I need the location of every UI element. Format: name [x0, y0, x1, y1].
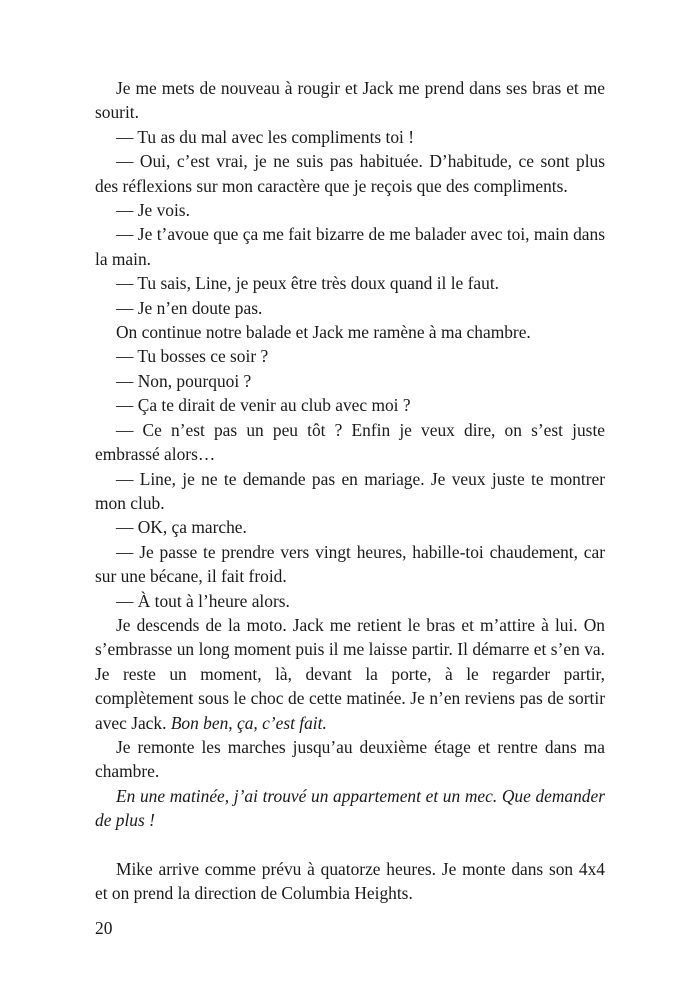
- dialogue-line: — Je vois.: [116, 200, 190, 221]
- dialogue-line: — Je passe te prendre vers vingt heures, habille-toi chaudement, car sur une bécane, il fait froid.: [95, 541, 605, 587]
- italic-thought: Bon ben, ça, c’est fait.: [170, 712, 327, 733]
- section-break: [95, 833, 605, 857]
- italic-thought-paragraph: En une matinée, j’ai trouvé un appartement et un mec. Que demander de plus !: [95, 785, 605, 831]
- dialogue-line: — Oui, c’est vrai, je ne suis pas habituée. D’habitude, ce sont plus des réflexions sur mon caractère que je reçois que des compliments.: [95, 151, 605, 196]
- paragraph: Je me mets de nouveau à rougir et Jack me prend dans ses bras et me sourit.: [95, 78, 605, 123]
- dialogue-line: — Ce n’est pas un peu tôt ? Enfin je veux dire, on s’est juste embrassé alors…: [95, 419, 605, 465]
- body-text: [95, 76, 605, 906]
- page-number: 20: [95, 918, 113, 938]
- dialogue-line: — Line, je ne te demande pas en mariage. Je veux juste te montrer mon club.: [95, 468, 605, 513]
- dialogue-line: — Tu sais, Line, je peux être très doux quand il le faut.: [116, 273, 500, 294]
- paragraph: Mike arrive comme prévu à quatorze heures. Je monte dans son 4x4 et on prend la direction de Columbia Heights.: [95, 858, 605, 904]
- dialogue-line: — Tu as du mal avec les compliments toi !: [116, 126, 415, 147]
- paragraph: On continue notre balade et Jack me ramène à ma chambre.: [116, 322, 531, 343]
- paragraph: [95, 613, 605, 735]
- paragraph: Je remonte les marches jusqu’au deuxième étage et rentre dans ma chambre.: [95, 736, 605, 782]
- dialogue-line: — Non, pourquoi ?: [116, 370, 252, 391]
- dialogue-line: — OK, ça marche.: [116, 517, 247, 538]
- dialogue-line: — À tout à l’heure alors.: [116, 590, 290, 611]
- dialogue-line: — Je n’en doute pas.: [116, 297, 263, 318]
- dialogue-line: — Je t’avoue que ça me fait bizarre de me balader avec toi, main dans la main.: [95, 224, 605, 269]
- paragraph-text: Je descends de la moto. Jack me retient le bras et m’attire à lui. On s’embrasse un long moment puis il me laisse partir. Il démarre et s’en va. Je reste un moment, là, devant la porte, à le regarder partir, complètement sous le choc de cette matinée. Je n’en reviens pas de sortir avec Jack.: [95, 614, 605, 733]
- dialogue-line: — Tu bosses ce soir ?: [116, 346, 269, 367]
- dialogue-line: — Ça te dirait de venir au club avec moi ?: [116, 395, 411, 416]
